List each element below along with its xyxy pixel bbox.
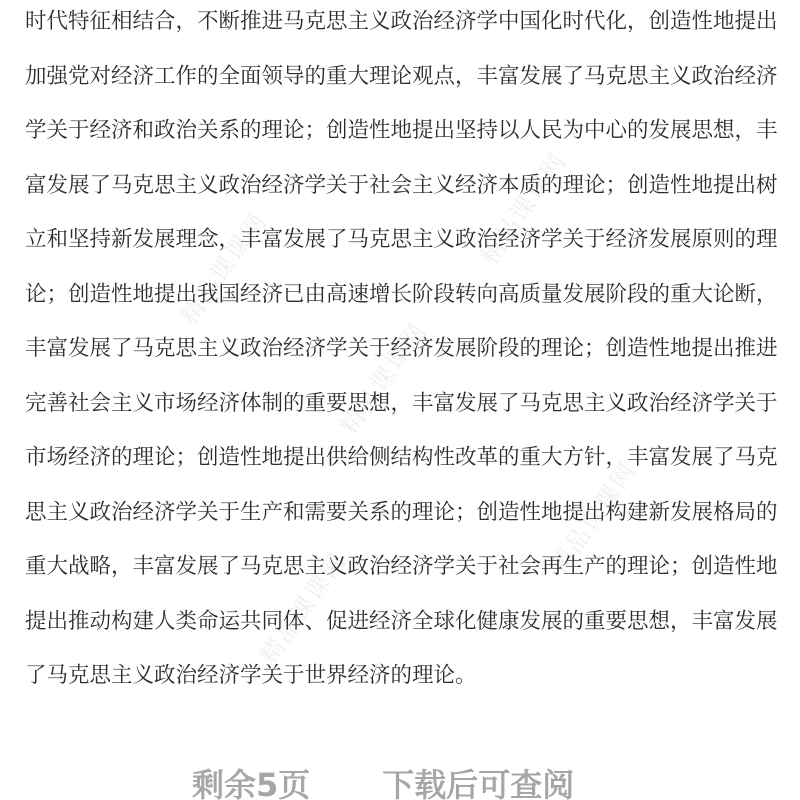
text-line: 重大战略，丰富发展了马克思主义政治经济学关于社会再生产的理论；创造性地	[25, 554, 778, 579]
text-line: 市场经济的理论；创造性地提出供给侧结构性改革的重大方针，丰富发展了马克	[25, 445, 778, 470]
watermark: 精品课课网	[544, 456, 643, 580]
text-line: 提出推动构建人类命运共同体、促进经济全球化健康发展的重要思想，丰富发展	[25, 608, 778, 634]
watermark: 精品课课网	[254, 546, 353, 670]
text-line: 了马克思主义政治经济学关于世界经济的理论。	[25, 663, 477, 688]
download-hint-label[interactable]: 下载后可查阅	[382, 766, 575, 800]
remaining-pages-label[interactable]: 剩余5页	[192, 766, 311, 800]
text-line: 加强党对经济工作的全面领导的重大理论观点，丰富发展了马克思主义政治经济	[25, 63, 778, 89]
watermark: 精品课课网	[474, 146, 573, 270]
download-banner[interactable]	[0, 760, 800, 800]
text-line: 丰富发展了马克思主义政治经济学关于经济发展阶段的理论；创造性地提出推进	[25, 336, 778, 361]
text-line: 完善社会主义市场经济体制的重要思想，丰富发展了马克思主义政治经济学关于	[25, 390, 778, 416]
text-line: 学关于经济和政治关系的理论；创造性地提出坚持以人民为中心的发展思想，丰	[25, 118, 778, 143]
text-line: 时代特征相结合，不断推进马克思主义政治经济学中国化时代化，创造性地提出	[25, 9, 778, 34]
text-line: 思主义政治经济学关于生产和需要关系的理论；创造性地提出构建新发展格局的	[25, 499, 778, 525]
watermark: 精品课课网	[334, 316, 433, 440]
document-body	[25, 0, 785, 709]
watermark: 精品课课网	[174, 206, 273, 330]
text-line: 论；创造性地提出我国经济已由高速增长阶段转向高质量发展阶段的重大论断，	[25, 281, 778, 307]
text-line: 立和坚持新发展理念，丰富发展了马克思主义政治经济学关于经济发展原则的理	[25, 227, 778, 252]
text-line: 富发展了马克思主义政治经济学关于社会主义经济本质的理论；创造性地提出树	[25, 172, 778, 198]
